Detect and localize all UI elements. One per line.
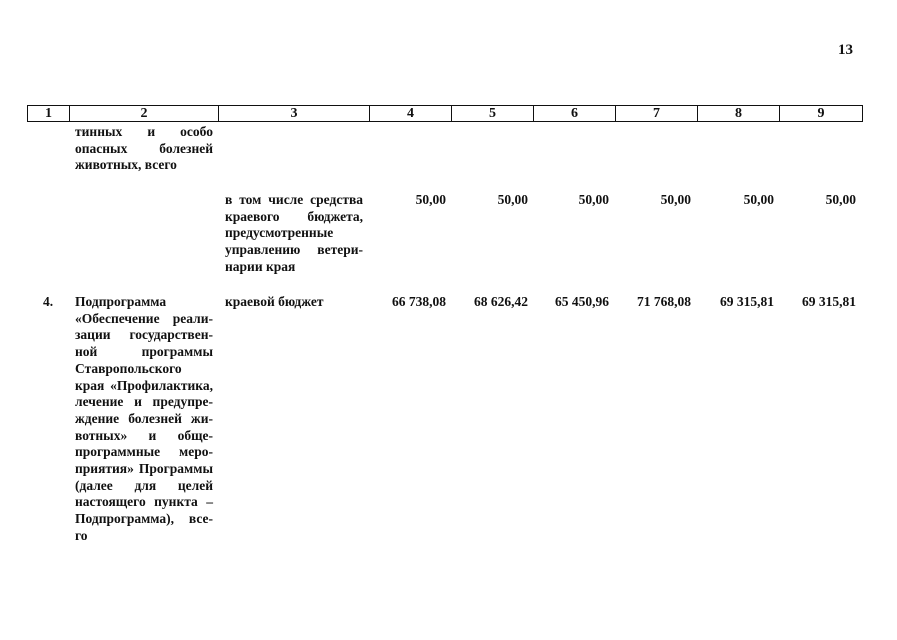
row3-col2-line: настоящего пункта – [75, 494, 213, 510]
header-col-3: 3 [219, 106, 370, 122]
row2-value-col8: 50,00 [743, 192, 774, 207]
header-col-8: 8 [698, 106, 780, 122]
header-col-2: 2 [70, 106, 219, 122]
row3-value-col5: 68 626,42 [474, 294, 528, 309]
header-col-7: 7 [616, 106, 698, 122]
row2-col3-line: в том числе средства [225, 192, 363, 207]
row2-value-col7: 50,00 [660, 192, 691, 207]
row3-col2-line: зации государствен- [75, 327, 213, 343]
row2-col3-line: нарии края [225, 258, 296, 274]
row3-col2-line: края «Профилактика, [75, 377, 213, 393]
row3-value-col4: 66 738,08 [392, 294, 446, 309]
row3-col2-line: Подпрограмма [75, 294, 167, 309]
row3-value-col8: 69 315,81 [720, 294, 774, 309]
row3-col2-line: ной программы [75, 344, 213, 360]
row1-col2-line: тинных и особо [75, 124, 213, 139]
header-col-4: 4 [370, 106, 452, 122]
header-col-5: 5 [452, 106, 534, 122]
row3-col2-line: (далее для целей [75, 477, 213, 493]
row2-value-col4: 50,00 [415, 192, 446, 207]
row1-col2-line: опасных болезней [75, 140, 213, 156]
header-col-6: 6 [534, 106, 616, 122]
row2-col3-line: краевого бюджета, [225, 208, 363, 224]
row2-value-col6: 50,00 [578, 192, 609, 207]
row3-col2-line: ждение болезней жи- [75, 410, 213, 426]
row3-col3-funding-source: краевой бюджет [225, 294, 324, 309]
row3-value-col9: 69 315,81 [802, 294, 856, 309]
row3-index: 4. [43, 294, 54, 309]
row2-col3-line: предусмотренные [225, 225, 334, 241]
row2-value-col9: 50,00 [825, 192, 856, 207]
row3-value-col7: 71 768,08 [637, 294, 691, 309]
row3-col2-line: Ставропольского [75, 360, 182, 376]
row3-col2-line: го [75, 527, 88, 543]
page-number: 13 [838, 42, 853, 58]
row3-col2-description [75, 294, 213, 545]
row3-col2-line: вотных» и обще- [75, 427, 213, 443]
row3-col2-line: Подпрограмма), все- [75, 511, 213, 527]
row3-col2-line: лечение и предупре- [75, 394, 213, 410]
header-col-9: 9 [780, 106, 863, 122]
row1-col2-description [75, 124, 213, 174]
row2-value-col5: 50,00 [497, 192, 528, 207]
row1-col2-line: животных, всего [75, 157, 177, 173]
column-number-header [27, 105, 863, 122]
row3-col2-line: «Обеспечение реали- [75, 310, 213, 326]
row3-col2-line: приятия» Программы [75, 461, 213, 477]
row2-col3-line: управлению ветери- [225, 242, 363, 258]
header-col-1: 1 [28, 106, 70, 122]
row2-col3-funding-source [225, 192, 363, 276]
row3-col2-line: программные меро- [75, 444, 213, 460]
row3-value-col6: 65 450,96 [555, 294, 609, 309]
